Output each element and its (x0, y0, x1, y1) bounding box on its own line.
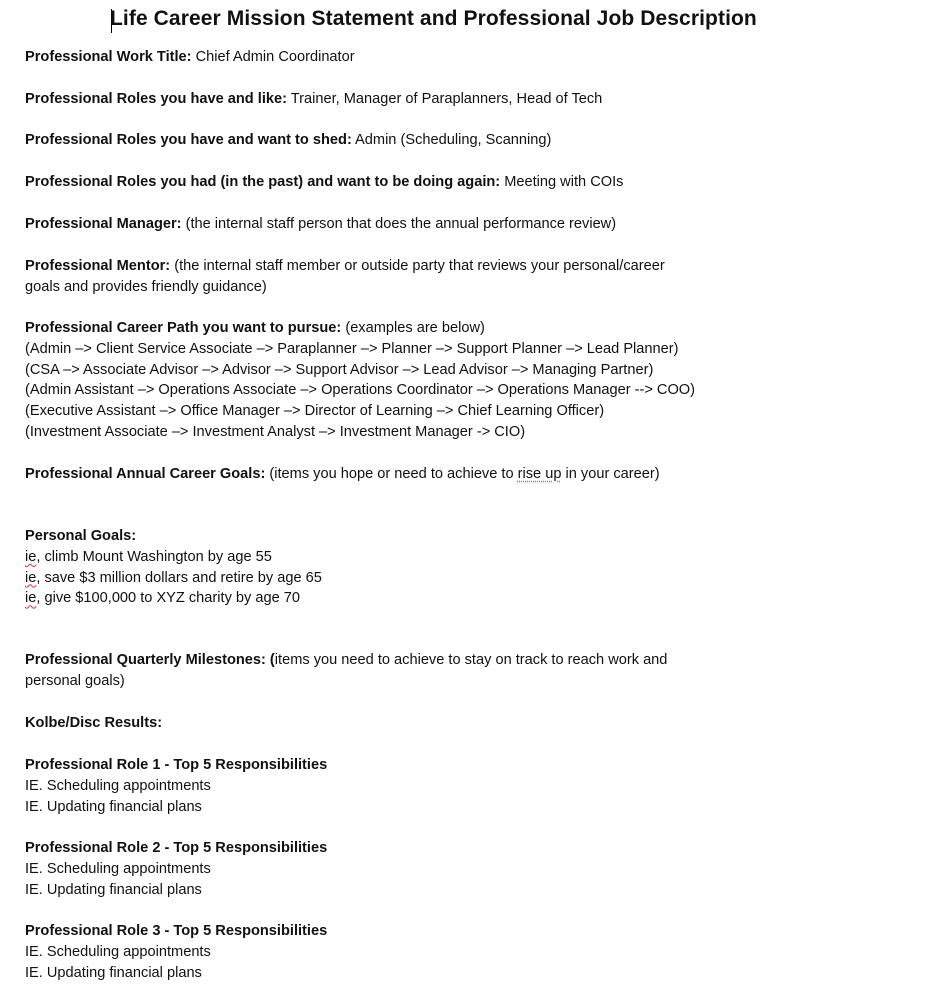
role2-item: IE. Scheduling appointments (25, 860, 211, 877)
role2-item: IE. Updating financial plans (25, 881, 202, 898)
mentor-value-continued: goals and provides friendly guidance) (25, 278, 267, 295)
mentor-paragraph[interactable] (25, 256, 825, 298)
annual-goals-value-end: in your career) (561, 466, 660, 482)
annual-goals-label: Professional Annual Career Goals: (25, 466, 266, 482)
quarterly-value-continued: personal goals) (25, 672, 125, 689)
roles-like-label: Professional Roles you have and like: (25, 91, 287, 107)
roles-like-paragraph[interactable] (25, 89, 825, 110)
role1-item: IE. Updating financial plans (25, 798, 202, 815)
spelling-flagged-word[interactable]: ie (25, 548, 37, 565)
role3-item: IE. Updating financial plans (25, 964, 202, 981)
role3-item: IE. Scheduling appointments (25, 943, 211, 960)
personal-goals-label: Personal Goals: (25, 528, 137, 544)
career-path-line: (CSA –> Associate Advisor –> Advisor –> Support Advisor –> Lead Advisor –> Managing Partner) (25, 361, 654, 378)
spelling-flagged-word[interactable]: ie (25, 569, 37, 586)
career-path-value: (examples are below) (341, 320, 485, 336)
career-path-line: (Investment Associate –> Investment Analyst –> Investment Manager -> CIO) (25, 423, 526, 440)
role3-heading: Professional Role 3 - Top 5 Responsibilities (25, 923, 328, 939)
personal-goal-item: ie, climb Mount Washington by age 55 (25, 548, 272, 565)
work-title-value: Chief Admin Coordinator (191, 49, 355, 65)
kolbe-paragraph[interactable] (25, 713, 825, 734)
career-path-line: (Executive Assistant –> Office Manager –> Director of Learning –> Chief Learning Officer) (25, 403, 605, 420)
career-path-paragraph[interactable] (25, 318, 825, 443)
roles-shed-label: Professional Roles you have and want to shed: (25, 132, 352, 148)
personal-goal-item: ie, save $3 million dollars and retire by age 65 (25, 569, 322, 586)
quarterly-paragraph[interactable] (25, 650, 825, 692)
career-path-label: Professional Career Path you want to pursue: (25, 320, 342, 336)
roles-past-label: Professional Roles you had (in the past) and want to be doing again: (25, 174, 501, 190)
annual-goals-value: (items you hope or need to achieve to (265, 466, 518, 482)
roles-past-value: Meeting with COIs (500, 174, 624, 190)
career-path-line: (Admin Assistant –> Operations Associate –> Operations Coordinator –> Operations Manager --> COO) (25, 382, 696, 399)
document-title[interactable]: Life Career Mission Statement and Professional Job Description (110, 7, 757, 30)
role1-paragraph[interactable] (25, 755, 825, 817)
role1-heading: Professional Role 1 - Top 5 Responsibilities (25, 757, 328, 773)
work-title-paragraph[interactable] (25, 47, 825, 68)
annual-goals-paragraph[interactable] (25, 464, 825, 485)
role1-item: IE. Scheduling appointments (25, 777, 211, 794)
roles-shed-paragraph[interactable] (25, 130, 825, 151)
quarterly-label: Professional Quarterly Milestones: ( (25, 652, 275, 668)
grammar-flagged-phrase[interactable]: rise up (517, 466, 562, 482)
mentor-label: Professional Mentor: (25, 258, 171, 274)
role2-heading: Professional Role 2 - Top 5 Responsibilities (25, 840, 328, 856)
manager-label: Professional Manager: (25, 216, 182, 232)
personal-goal-item: ie, give $100,000 to XYZ charity by age 70 (25, 590, 301, 607)
quarterly-value: items you need to achieve to stay on track to reach work and (274, 652, 668, 668)
personal-goals-paragraph[interactable] (25, 526, 825, 609)
roles-past-paragraph[interactable] (25, 172, 825, 193)
manager-paragraph[interactable] (25, 214, 825, 235)
roles-shed-value: Admin (Scheduling, Scanning) (351, 132, 552, 148)
roles-like-value: Trainer, Manager of Paraplanners, Head of Tech (286, 91, 603, 107)
work-title-label: Professional Work Title: (25, 49, 192, 65)
manager-value: (the internal staff person that does the annual performance review) (181, 216, 617, 232)
role3-paragraph[interactable] (25, 921, 825, 983)
mentor-value: (the internal staff member or outside party that reviews your personal/career (170, 258, 665, 274)
career-path-line: (Admin –> Client Service Associate –> Paraplanner –> Planner –> Support Planner –> Lead Planner) (25, 340, 679, 357)
role2-paragraph[interactable] (25, 838, 825, 900)
kolbe-label: Kolbe/Disc Results: (25, 715, 163, 731)
spelling-flagged-word[interactable]: ie (25, 590, 37, 607)
